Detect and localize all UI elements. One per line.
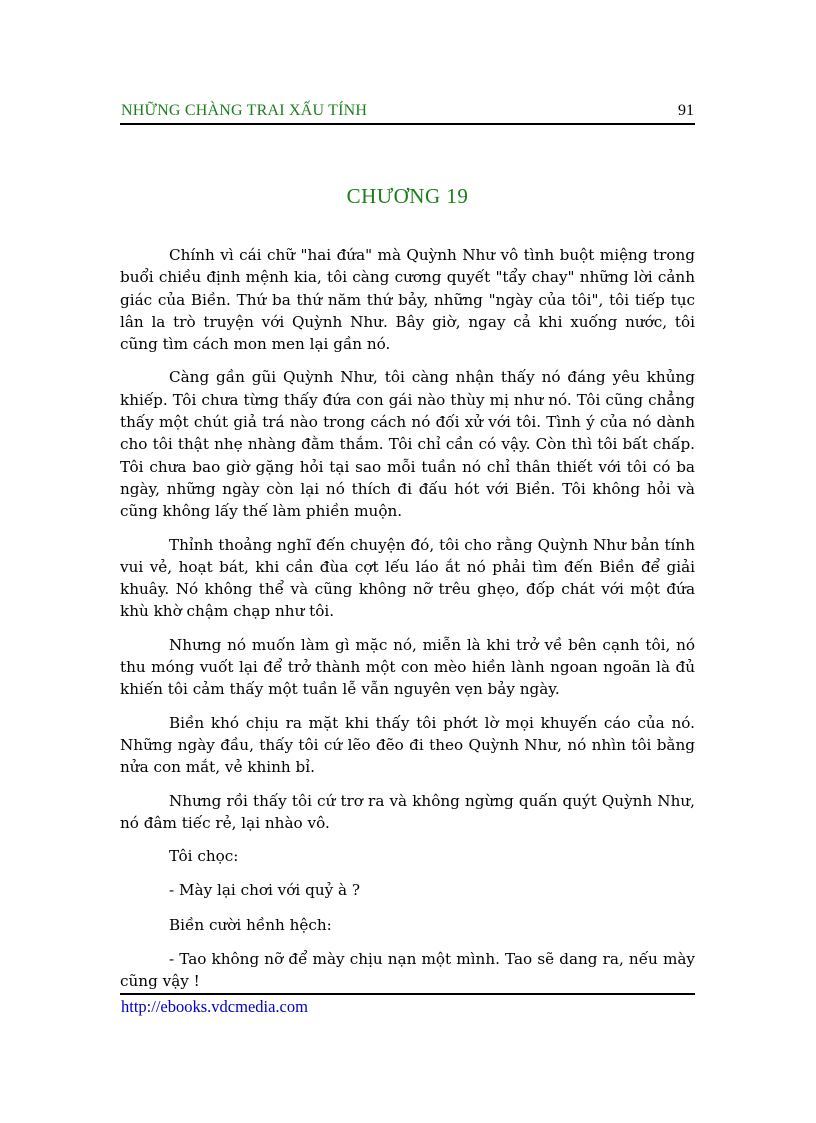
paragraph: Tôi chọc: bbox=[169, 847, 239, 866]
page-number: 91 bbox=[678, 102, 694, 119]
dialogue-line: - Mày lại chơi với quỷ à ? bbox=[169, 881, 361, 900]
paragraph: Biền cười hềnh hệch: bbox=[169, 915, 332, 934]
dialogue-line: - Tao không nỡ để mày chịu nạn một mình. Tao sẽ dang ra, nếu mày cũng vậy ! bbox=[120, 950, 695, 991]
paragraph: Biền khó chịu ra mặt khi thấy tôi phớt lờ mọi khuyến cáo của nó. Những ngày đầu, thấy tôi cứ lẽo đẽo đi theo Quỳnh Như, nó nhìn tôi bằng nửa con mắt, vẻ khinh bỉ. bbox=[120, 713, 695, 777]
paragraph: Nhưng nó muốn làm gì mặc nó, miễn là khi trở về bên cạnh tôi, nó thu móng vuốt lại để trở thành một con mèo hiền lành ngoan ngoãn là đủ khiến tôi cảm thấy một tuần lễ vẫn nguyên vẹn bảy ngày. bbox=[120, 635, 695, 699]
paragraph: Chính vì cái chữ "hai đứa" mà Quỳnh Như vô tình buột miệng trong buổi chiều định mệnh kia, tôi càng cương quyết "tẩy chay" những lời cảnh giác của Biền. Thứ ba thứ năm thứ bảy, những "ngày của tôi", tôi tiếp tục lân la trò truyện với Quỳnh Như. Bây giờ, ngay cả khi xuống nước, tôi cũng tìm cách mon men lại gần nó. bbox=[120, 246, 695, 354]
book-title: NHỮNG CHÀNG TRAI XẤU TÍNH bbox=[121, 102, 368, 119]
page-footer bbox=[120, 993, 695, 1017]
chapter-body bbox=[120, 244, 695, 1004]
footer-link[interactable]: http://ebooks.vdcmedia.com bbox=[121, 997, 308, 1016]
chapter-title: CHƯƠNG 19 bbox=[346, 184, 469, 208]
paragraph: Nhưng rồi thấy tôi cứ trơ ra và không ngừng quấn quýt Quỳnh Như, nó đâm tiếc rẻ, lại nhào vô. bbox=[120, 791, 695, 832]
paragraph: Thỉnh thoảng nghĩ đến chuyện đó, tôi cho rằng Quỳnh Như bản tính vui vẻ, hoạt bát, khi cần đùa cợt lếu láo ắt nó phải tìm đến Biền để giải khuây. Nó không thể và cũng không nỡ trêu ghẹo, đốp chát với một đứa khù khờ chậm chạp như tôi. bbox=[120, 535, 695, 621]
paragraph: Càng gần gũi Quỳnh Như, tôi càng nhận thấy nó đáng yêu khủng khiếp. Tôi chưa từng thấy đứa con gái nào thùy mị như nó. Tôi cũng chẳng thấy một chút giả trá nào trong cách nó đối xử với tôi. Tình ý của nó dành cho tôi thật nhẹ nhàng đằm thắm. Tôi chỉ cần có vậy. Còn thì tôi bất chấp. Tôi chưa bao giờ gặng hỏi tại sao mỗi tuần nó chỉ thân thiết với tôi có ba ngày, những ngày còn lại nó thích đi đấu hót với Biền. Tôi không hỏi và cũng không lấy thế làm phiền muộn. bbox=[120, 368, 695, 521]
page-header bbox=[120, 101, 695, 125]
